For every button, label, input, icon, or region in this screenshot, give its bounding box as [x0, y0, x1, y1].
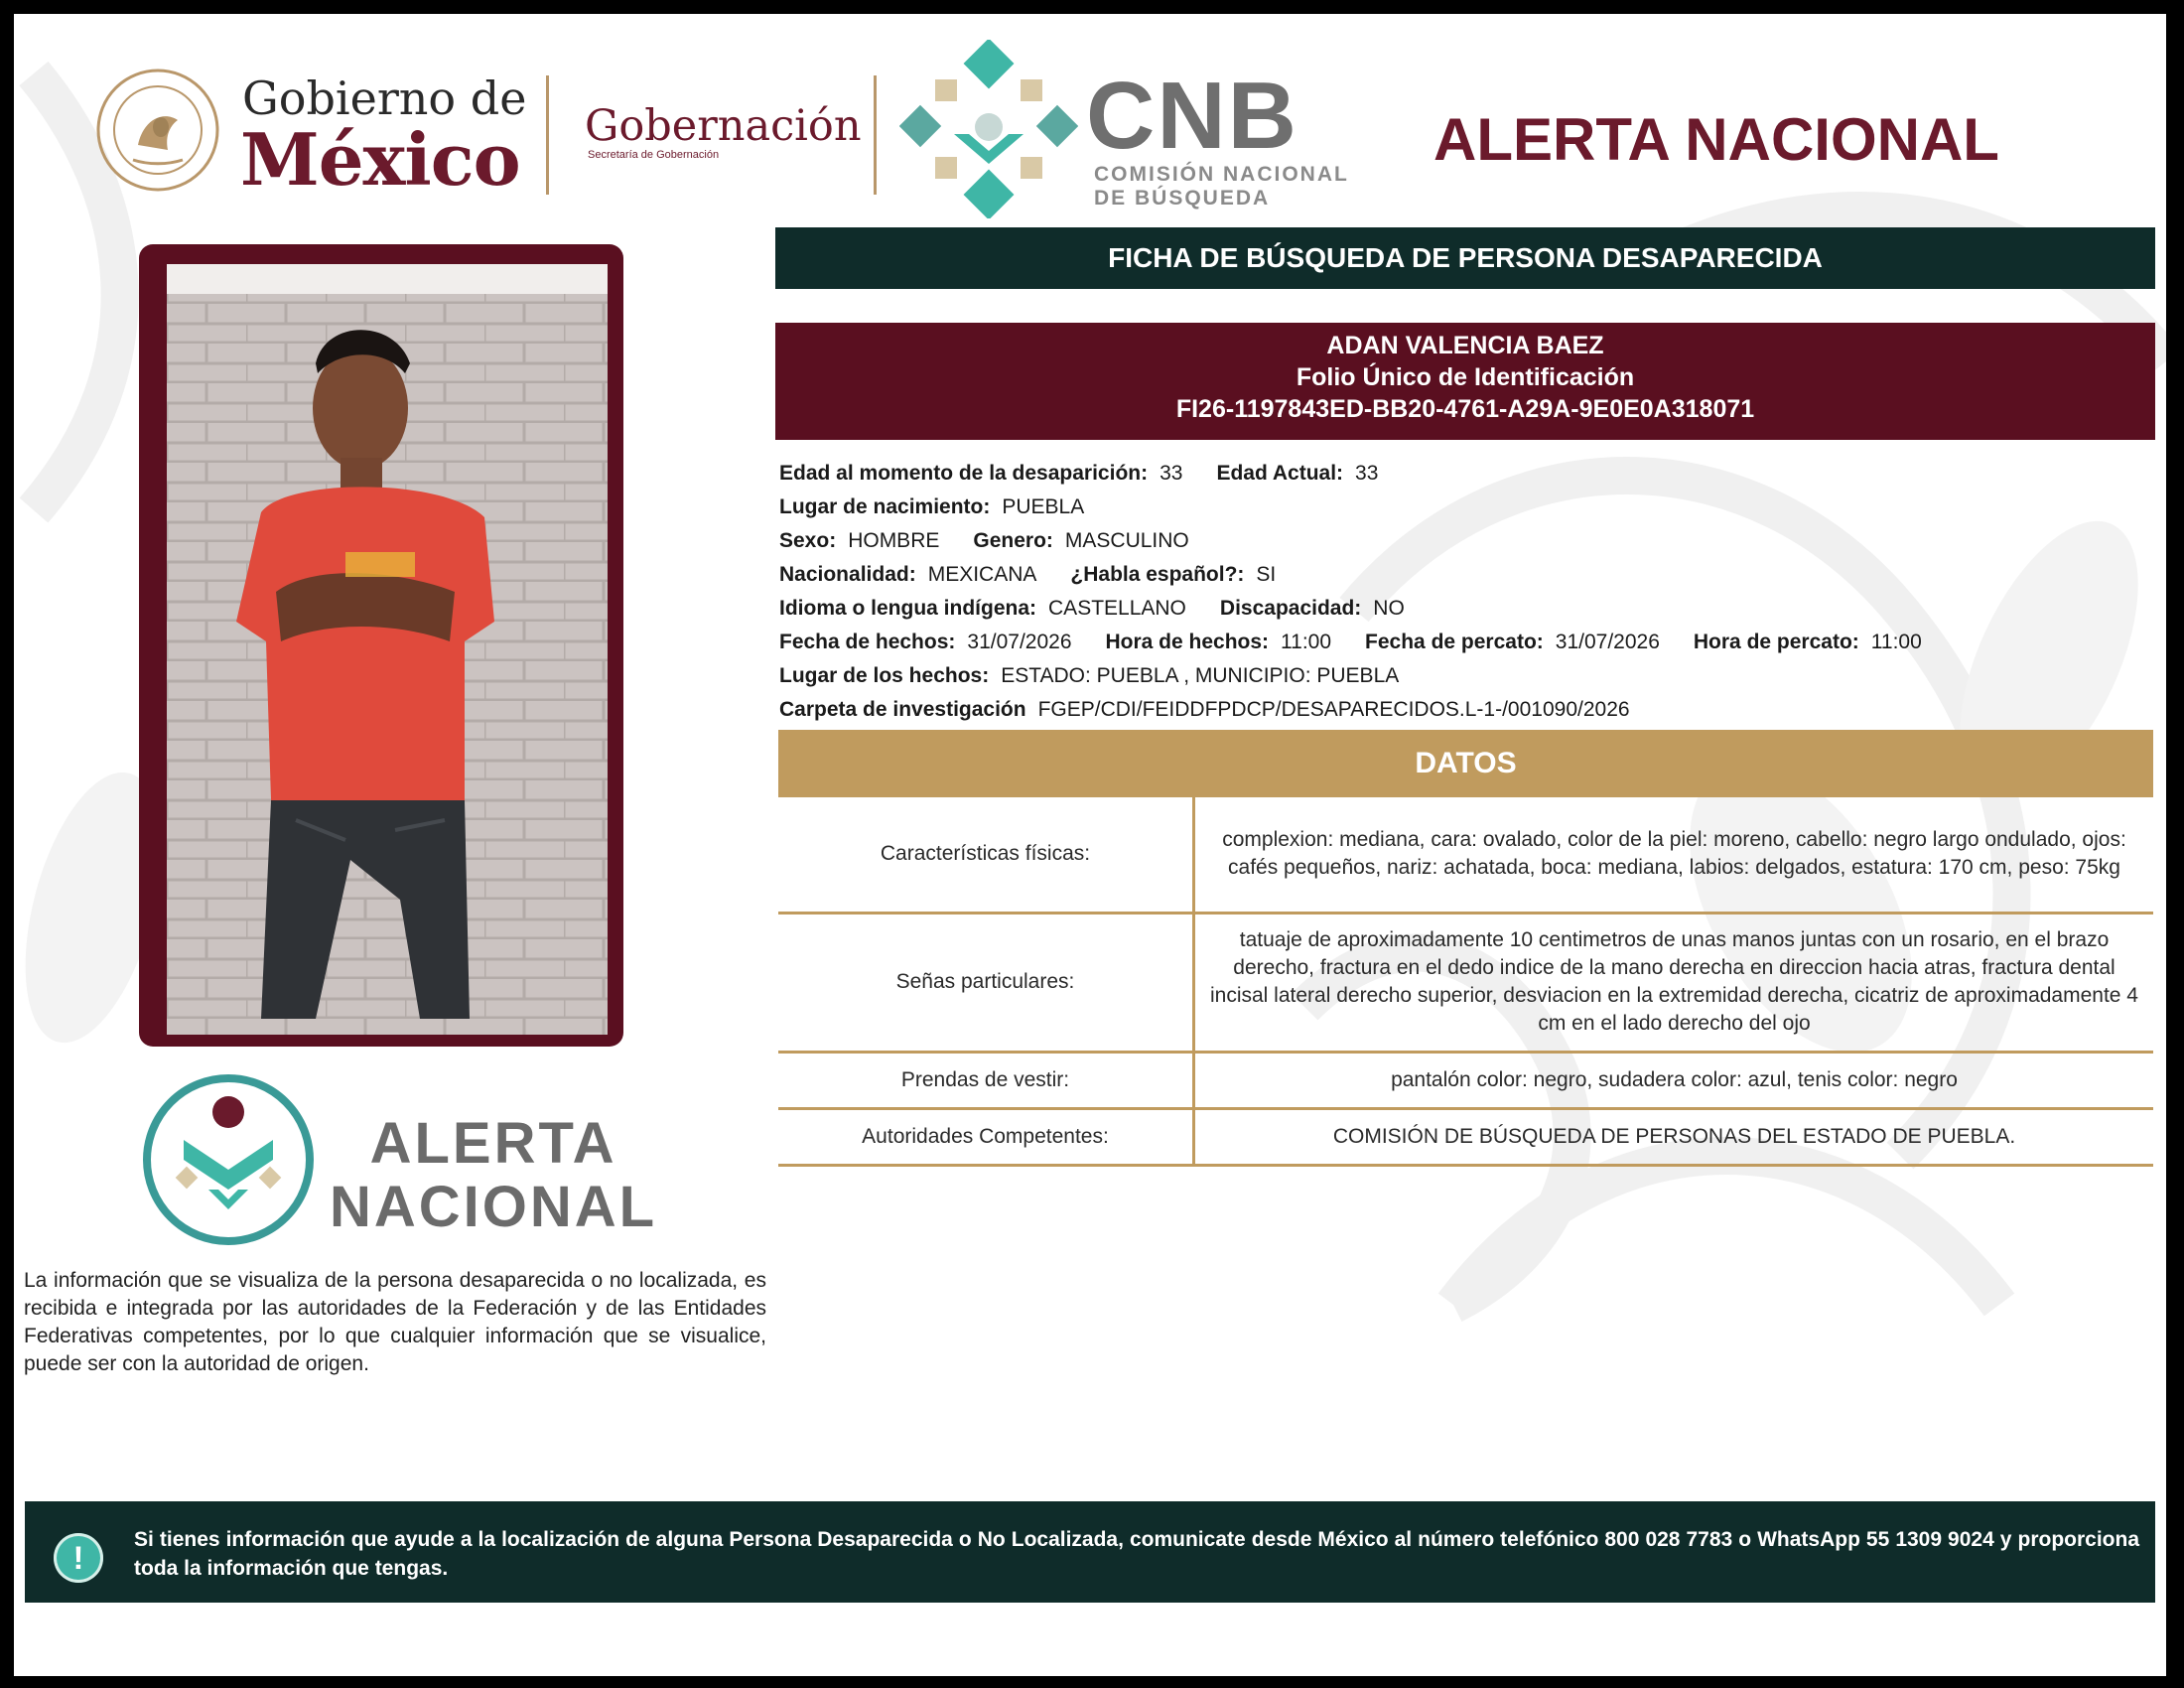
edad-actual-value: 33: [1355, 462, 1379, 485]
edad-desaparicion-label: Edad al momento de la desaparición:: [779, 462, 1149, 485]
carpeta-value: FGEP/CDI/FEIDDFPDCP/DESAPARECIDOS.L-1-/001090/2026: [1037, 698, 1630, 721]
info-row: [779, 659, 1956, 693]
person-id-block: [775, 323, 2155, 440]
row-value: COMISIÓN DE BÚSQUEDA DE PERSONAS DEL ESTADO DE PUEBLA.: [1194, 1108, 2154, 1165]
cnb-subtitle-line1: COMISIÓN NACIONAL: [1094, 163, 1349, 186]
disclaimer-text: La información que se visualiza de la persona desaparecida o no localizada, es recibida e integrada por las autoridades de la Federación y de las Entidades Federativas competentes, por lo que cualquier información que se visualice, puede ser con la autoridad de origen.: [24, 1269, 766, 1375]
hora-hechos-label: Hora de hechos:: [1105, 631, 1270, 653]
habla-label: ¿Habla español?:: [1070, 563, 1245, 586]
fecha-hechos-label: Fecha de hechos:: [779, 631, 956, 653]
cnb-emblem-icon: [899, 40, 1078, 218]
row-value: tatuaje de aproximadamente 10 centimetros de unas manos juntas con un rosario, en el brazo derecho, fractura en el dedo indice de la mano derecha en direccion hacia atras, fractura dental incisal lateral derecho superior, desviacion en la extremidad derecha, cicatriz de aproximadamente 4 cm en el lado derecho del ojo: [1194, 913, 2154, 1052]
alert-sheet: [14, 14, 2166, 1676]
page-title: ALERTA NACIONAL: [1433, 106, 1999, 173]
person-photo: [167, 264, 608, 1035]
person-name: ADAN VALENCIA BAEZ: [1326, 332, 1604, 359]
footer-contact-text: Si tienes información que ayude a la localización de alguna Persona Desaparecida o No Localizada, comunicate desde México al número telefónico 800 028 7783 o WhatsApp 55 1309 9024 y proporciona toda la información que tengas.: [134, 1528, 2139, 1580]
gobernacion-logo-text: Gobernación: [585, 101, 862, 151]
cnb-subtitle-line2: DE BÚSQUEDA: [1094, 187, 1271, 210]
sexo-label: Sexo:: [779, 529, 837, 552]
hora-percato-value: 11:00: [1870, 631, 1922, 653]
idioma-label: Idioma o lengua indígena:: [779, 597, 1037, 620]
discapacidad-value: NO: [1373, 597, 1405, 620]
info-row: [779, 491, 1956, 524]
alerta-nacional-emblem-icon: [139, 1070, 318, 1249]
nacionalidad-label: Nacionalidad:: [779, 563, 916, 586]
row-value: pantalón color: negro, sudadera color: azul, tenis color: negro: [1194, 1052, 2154, 1108]
row-label: Prendas de vestir:: [778, 1052, 1194, 1108]
cnb-logo-text: CNB: [1086, 63, 1298, 169]
lugar-nacimiento-value: PUEBLA: [1002, 495, 1085, 518]
cnb-subtitle: [1094, 163, 1349, 211]
person-info: [779, 457, 1956, 727]
hora-hechos-value: 11:00: [1281, 631, 1332, 653]
folio-value: FI26-1197843ED-BB20-4761-A29A-9E0E0A318071: [1175, 395, 1755, 423]
lugar-hechos-label: Lugar de los hechos:: [779, 664, 990, 687]
sexo-value: HOMBRE: [848, 529, 940, 552]
mexico-seal-icon: [93, 66, 222, 195]
gobierno-line1: Gobierno de: [242, 71, 527, 125]
habla-value: SI: [1256, 563, 1277, 586]
ficha-title-bar: FICHA DE BÚSQUEDA DE PERSONA DESAPARECIDA: [775, 227, 2155, 289]
info-row: [779, 524, 1956, 558]
row-label: Autoridades Competentes:: [778, 1108, 1194, 1165]
info-row: [779, 457, 1956, 491]
header-divider: [874, 75, 877, 195]
edad-desaparicion-value: 33: [1160, 462, 1183, 485]
info-row: [779, 626, 1956, 659]
hora-percato-label: Hora de percato:: [1693, 631, 1859, 653]
lugar-hechos-value: ESTADO: PUEBLA , MUNICIPIO: PUEBLA: [1001, 664, 1400, 687]
info-row: [779, 558, 1956, 592]
table-row: [778, 797, 2153, 913]
lugar-nacimiento-label: Lugar de nacimiento:: [779, 495, 991, 518]
alerta-logo-line2: NACIONAL: [330, 1175, 658, 1239]
alerta-nacional-logo-text: [330, 1112, 657, 1239]
table-row: [778, 1108, 2153, 1165]
edad-actual-label: Edad Actual:: [1216, 462, 1344, 485]
fecha-hechos-value: 31/07/2026: [967, 631, 1072, 653]
gobierno-line2: México: [240, 117, 520, 202]
row-label: Características físicas:: [778, 797, 1194, 913]
datos-table: [778, 797, 2153, 1167]
datos-header: DATOS: [778, 730, 2153, 797]
alerta-logo-line1: ALERTA: [369, 1111, 617, 1176]
row-label: Señas particulares:: [778, 913, 1194, 1052]
folio-label: Folio Único de Identificación: [1296, 363, 1635, 391]
nacionalidad-value: MEXICANA: [927, 563, 1037, 586]
info-row: [779, 592, 1956, 626]
table-row: [778, 1052, 2153, 1108]
secretaria-text: Secretaría de Gobernación: [588, 149, 720, 161]
fecha-percato-value: 31/07/2026: [1555, 631, 1660, 653]
fecha-percato-label: Fecha de percato:: [1365, 631, 1544, 653]
idioma-value: CASTELLANO: [1048, 597, 1186, 620]
carpeta-label: Carpeta de investigación: [779, 698, 1026, 721]
genero-value: MASCULINO: [1064, 529, 1189, 552]
info-row: [779, 693, 1956, 727]
header-divider: [546, 75, 549, 195]
info-exclamation-icon: !: [54, 1533, 103, 1583]
genero-label: Genero:: [973, 529, 1053, 552]
table-row: [778, 913, 2153, 1052]
row-value: complexion: mediana, cara: ovalado, color de la piel: moreno, cabello: negro largo ondulado, ojos: cafés pequeños, nariz: achatada, boca: mediana, labios: delgados, estatura: 170 cm, peso: 75kg: [1194, 797, 2154, 913]
discapacidad-label: Discapacidad:: [1219, 597, 1362, 620]
